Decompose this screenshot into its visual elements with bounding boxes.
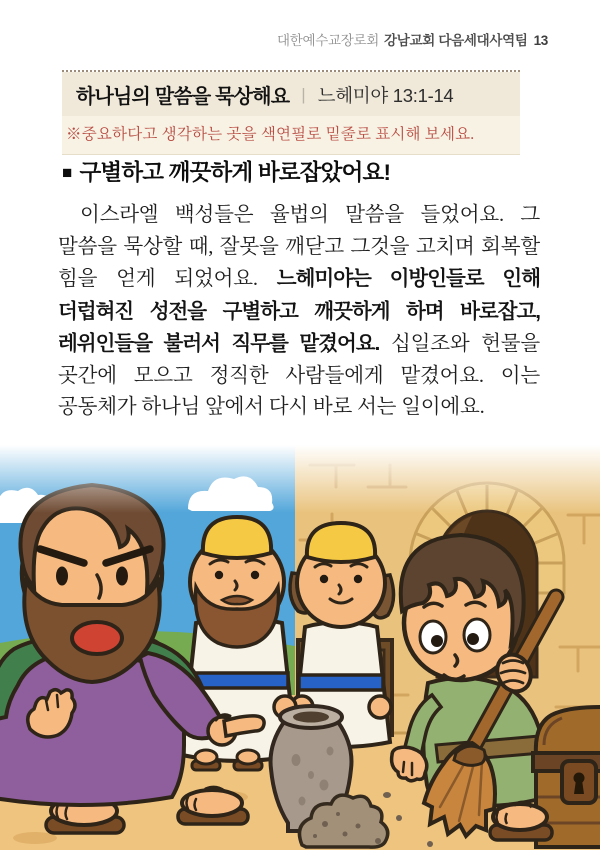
page-header xyxy=(277,29,548,49)
lesson-heading-text: 구별하고 깨끗하게 바로잡았어요! xyxy=(79,160,391,185)
meditation-paragraph xyxy=(58,200,540,424)
section-title: 하나님의 말씀을 묵상해요 xyxy=(76,86,290,108)
paragraph-segment-1: 이스라엘 백성들은 율법의 말씀을 들었어요. 그 말씀을 묵상할 때, 잘못을 깨닫고 그것을 고치며 회복할 힘을 얻게 되었어요. xyxy=(58,204,540,290)
title-separator: | xyxy=(301,84,306,104)
top-fade-overlay xyxy=(0,445,600,513)
title-bar xyxy=(62,72,520,116)
bible-scene-illustration xyxy=(0,445,600,850)
underline-instruction-note: ※중요하다고 생각하는 곳을 색연필로 밑줄로 표시해 보세요. xyxy=(62,116,520,155)
square-bullet-icon: ■ xyxy=(62,163,72,182)
page-number: 13 xyxy=(533,33,548,48)
scripture-reference: 느헤미야 13:1-14 xyxy=(317,84,454,106)
boy-foot xyxy=(490,802,552,840)
paragraph-segment-bold: 느헤미야는 이방인들로 인해 더럽혀진 성전을 구별하고 깨끗하게 하며 바로잡고, 레위인들을 불러서 직무를 맡겼어요. xyxy=(58,267,540,355)
title-block xyxy=(62,70,520,155)
paragraph-segment-3: 십일조와 헌물을 곳간에 모으고 정직한 사람들에게 맡겼어요. 이는 공동체가 하나님 앞에서 다시 바로 서는 일이에요. xyxy=(58,333,541,418)
org-name: 대한예수교장로회 xyxy=(277,33,379,48)
team-name: 강남교회 다음세대사역팀 xyxy=(383,33,528,48)
lesson-heading xyxy=(62,155,390,187)
